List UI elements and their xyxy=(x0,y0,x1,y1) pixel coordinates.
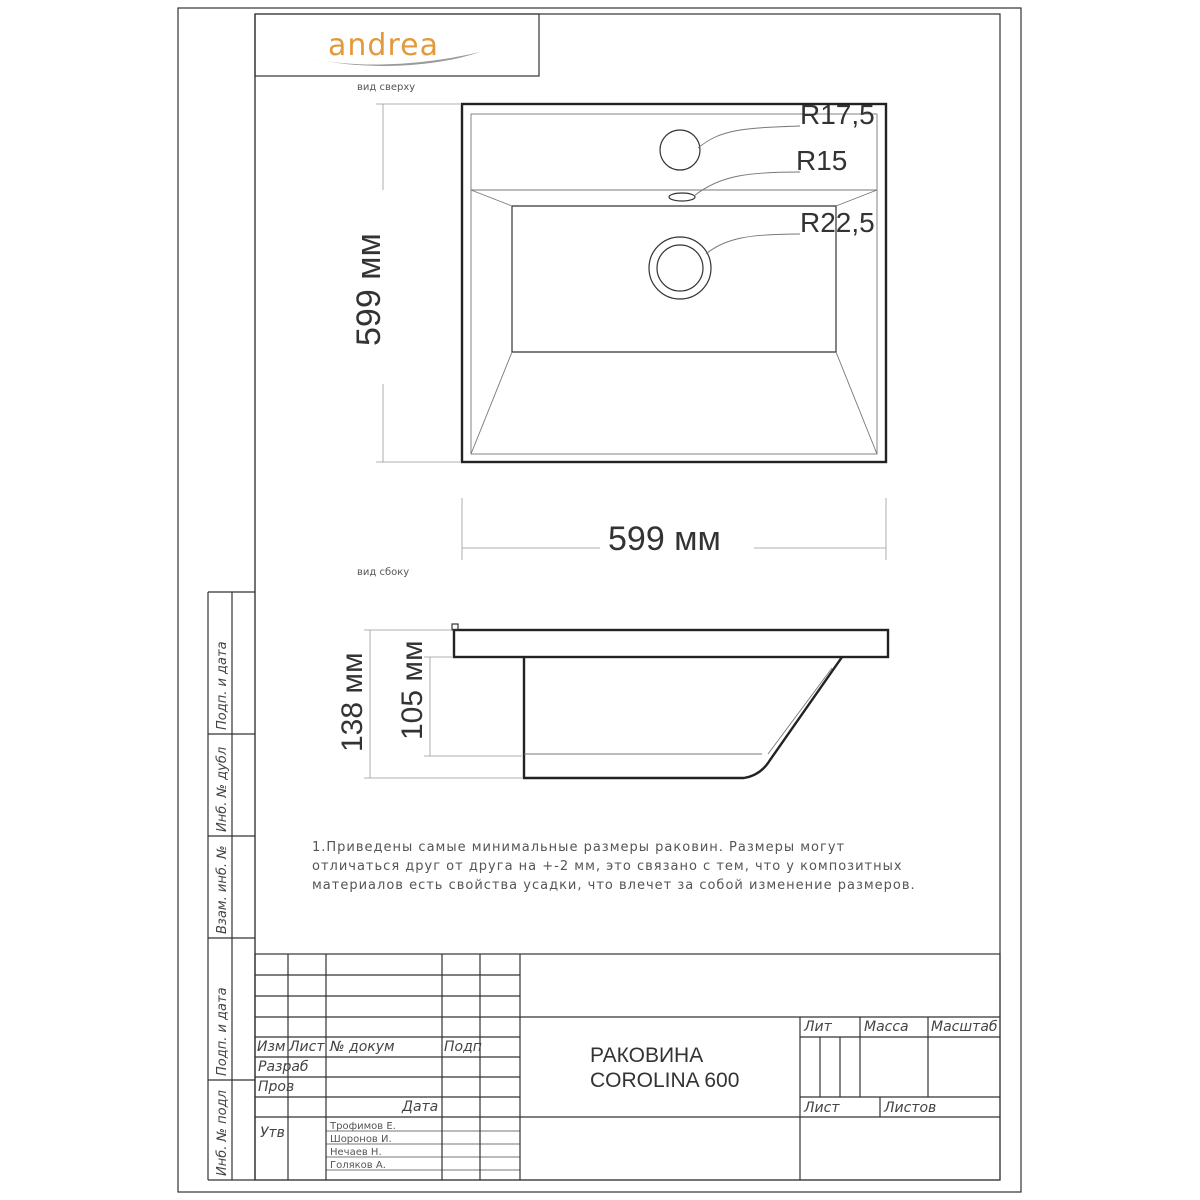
radius-drain-label: R22,5 xyxy=(800,207,875,238)
tb-person-2: Шоронов И. xyxy=(330,1134,392,1145)
radius-tap-label: R17,5 xyxy=(800,99,875,130)
note-block xyxy=(312,840,916,893)
tb-list: Лист xyxy=(289,1039,325,1055)
tb-person-1: Трофимов Е. xyxy=(330,1121,396,1132)
tap-hole xyxy=(660,130,700,170)
strip-vzam-inv: Взам. инб. № xyxy=(215,845,230,934)
countertop-slab xyxy=(454,630,888,657)
logo-box xyxy=(255,14,539,76)
bowl-profile xyxy=(524,657,842,778)
drawing-frame xyxy=(255,14,1000,1180)
tb-prov: Пров xyxy=(258,1079,295,1095)
top-view xyxy=(350,99,886,560)
tb-podp: Подп xyxy=(444,1039,482,1055)
overflow-hole xyxy=(669,193,695,201)
logo-text: andrea xyxy=(328,28,439,63)
tb-utv: Утв xyxy=(260,1125,285,1141)
top-height-dimension: 599 мм xyxy=(350,233,388,346)
radius-overflow-label: R15 xyxy=(796,145,848,176)
side-view-label: вид сбоку xyxy=(357,567,410,578)
strip-podp-data-top: Подп. и дата xyxy=(215,641,230,730)
note-line-3: материалов есть свойства усадки, что влечет за собой изменение размеров. xyxy=(312,878,916,893)
note-line-2: отличаться друг от друга на +-2 мм, это связано с тем, что у композитных xyxy=(312,859,903,874)
note-line-1: 1.Приведены самые минимальные размеры раковин. Размеры могут xyxy=(312,840,846,855)
tb-razrab: Разраб xyxy=(258,1059,309,1075)
tb-listov: Листов xyxy=(884,1100,937,1116)
drain-hole-inner xyxy=(657,245,703,291)
strip-inv-podl: Инб. № подл xyxy=(215,1090,230,1176)
bowl-bottom xyxy=(512,206,836,352)
tb-izm: Изм xyxy=(257,1039,286,1055)
tb-massa: Масса xyxy=(864,1019,909,1035)
tb-dokum: № докум xyxy=(330,1039,395,1055)
top-width-dimension: 599 мм xyxy=(608,520,721,558)
tb-product-line-2: COROLINA 600 xyxy=(590,1069,740,1092)
tb-data: Дата xyxy=(402,1099,439,1115)
side-strip xyxy=(208,592,255,1180)
top-view-label: вид сверху xyxy=(357,82,416,93)
title-block xyxy=(255,954,1000,1180)
strip-podp-data-bottom: Подп. и дата xyxy=(215,987,230,1076)
sheet-border xyxy=(178,8,1021,1192)
drain-hole-outer xyxy=(649,237,711,299)
tb-person-3: Нечаев Н. xyxy=(330,1147,382,1158)
strip-inv-dubl: Инб. № дубл xyxy=(215,746,230,832)
tb-person-4: Голяков А. xyxy=(330,1160,386,1171)
side-view xyxy=(336,624,888,778)
tb-list-label: Лист xyxy=(804,1100,840,1116)
tb-masshtab: Масштаб xyxy=(931,1019,998,1035)
side-bowl-height-dimension: 105 мм xyxy=(396,640,429,740)
tb-product-line-1: РАКОВИНА xyxy=(590,1044,704,1067)
side-total-height-dimension: 138 мм xyxy=(336,652,369,752)
tb-lit: Лит xyxy=(804,1019,832,1035)
